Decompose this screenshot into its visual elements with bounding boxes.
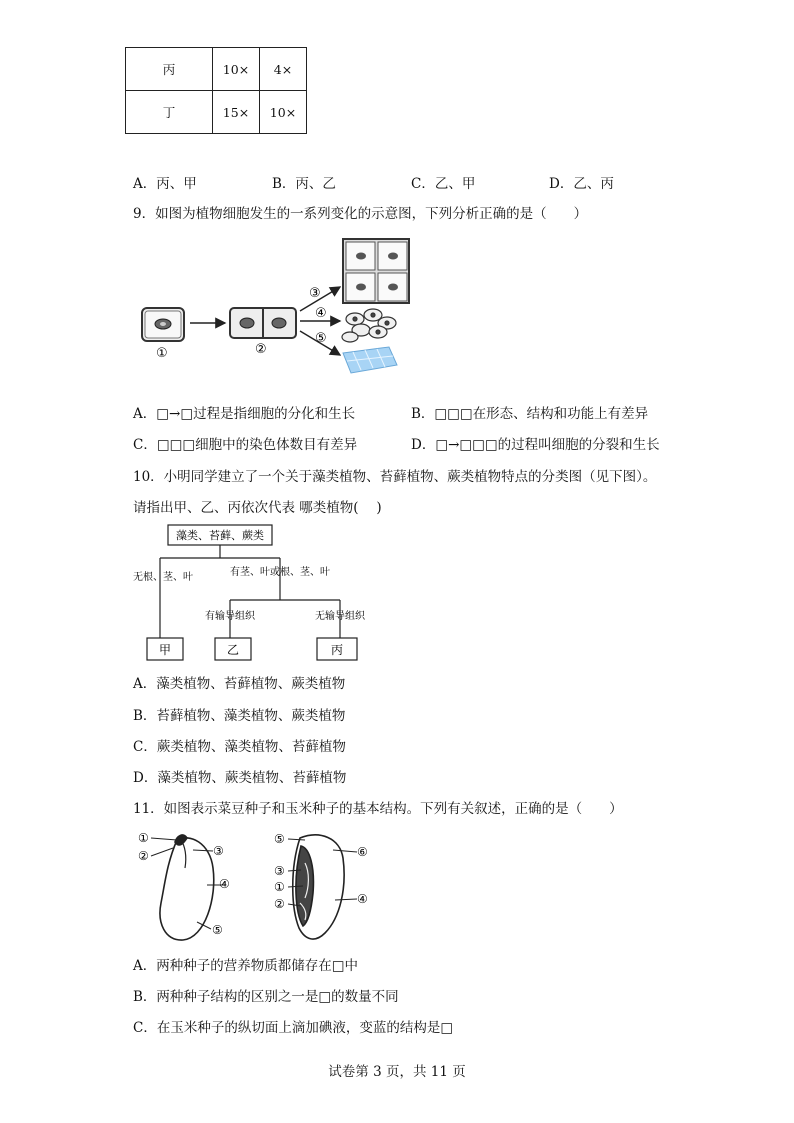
single-cell: [142, 308, 184, 341]
table-cell: 丙: [126, 48, 213, 91]
dividing-cells: [230, 308, 296, 338]
magnification-table: [125, 47, 307, 134]
q10-option-a: A．藻类植物、苔藓植物、蕨类植物: [133, 676, 346, 692]
q11-option-b: B．两种种子结构的区别之一是□的数量不同: [133, 989, 399, 1005]
left-branch-label: 无根、茎、叶: [133, 572, 193, 583]
bean-label-2: ②: [138, 849, 149, 863]
bean-label-1: ①: [138, 831, 149, 845]
cell-grid: [343, 239, 409, 303]
bean-label-3: ③: [213, 844, 224, 858]
cell-change-figure: [135, 235, 420, 380]
label-3: ③: [309, 286, 321, 301]
bean-label-4: ④: [219, 877, 230, 891]
right-branch-label: 有茎、叶或根、茎、叶: [230, 567, 330, 578]
q8-option-c: C．乙、甲: [411, 176, 476, 192]
label-5: ⑤: [315, 331, 327, 346]
q10-stem-line1: 10．小明同学建立了一个关于藻类植物、苔藓植物、蕨类植物特点的分类图（见下图）。: [133, 469, 657, 485]
q11-option-a: A．两种种子的营养物质都储存在□中: [133, 958, 359, 974]
label-2: ②: [255, 342, 267, 357]
label-1: ①: [156, 346, 168, 361]
corn-label-2: ②: [274, 897, 285, 911]
q9-stem: 9．如图为植物细胞发生的一系列变化的示意图，下列分析正确的是（ ）: [133, 206, 588, 222]
q9-option-a: A．□→□过程是指细胞的分化和生长: [133, 406, 356, 422]
q9-option-b: B．□□□在形态、结构和功能上有差异: [411, 406, 649, 422]
q11-option-c: C．在玉米种子的纵切面上滴加碘液，变蓝的结构是□: [133, 1020, 454, 1036]
table-cell: 10×: [260, 91, 307, 134]
q8-option-d: D．乙、丙: [549, 176, 614, 192]
table-row: [126, 91, 307, 134]
table-cell: 丁: [126, 91, 213, 134]
q10-stem-line2: 请指出甲、乙、丙依次代表 哪类植物( ): [133, 500, 382, 516]
table-row: [126, 48, 307, 91]
corn-label-3: ③: [274, 864, 285, 878]
page-footer: 试卷第 3 页，共 11 页: [328, 1064, 466, 1080]
label-4: ④: [315, 306, 327, 321]
bean-label-5: ⑤: [212, 923, 223, 937]
q10-option-b: B．苔藓植物、藻类植物、蕨类植物: [133, 708, 346, 724]
leaf-jia: 甲: [158, 643, 172, 657]
classification-diagram: [130, 520, 390, 665]
sub-left-label: 有输导组织: [205, 611, 255, 622]
table-cell: 4×: [260, 48, 307, 91]
q8-option-b: B．丙、乙: [272, 176, 336, 192]
round-cells: [342, 309, 396, 342]
table-cell: 10×: [213, 48, 260, 91]
q10-option-d: D．藻类植物、蕨类植物、苔藓植物: [133, 770, 347, 786]
q8-option-a: A．丙、甲: [133, 176, 197, 192]
q11-stem: 11．如图表示菜豆种子和玉米种子的基本结构。下列有关叙述，正确的是（ ）: [133, 801, 623, 817]
root-box-label: 藻类、苔藓、蕨类: [176, 529, 264, 542]
sub-right-label: 无输导组织: [315, 611, 365, 622]
corn-label-6: ⑥: [357, 845, 368, 859]
blue-tissue: [343, 347, 397, 373]
q9-option-d: D．□→□□□的过程叫细胞的分裂和生长: [411, 437, 660, 453]
leaf-bing: 丙: [330, 643, 344, 657]
corn-label-5: ⑤: [274, 832, 285, 846]
leaf-yi: 乙: [226, 643, 240, 657]
corn-label-4: ④: [357, 892, 368, 906]
corn-label-1: ①: [274, 880, 285, 894]
q9-option-c: C．□□□细胞中的染色体数目有差异: [133, 437, 358, 453]
q10-option-c: C．蕨类植物、藻类植物、苔藓植物: [133, 739, 346, 755]
table-cell: 15×: [213, 91, 260, 134]
seed-structure-figure: [135, 818, 385, 946]
